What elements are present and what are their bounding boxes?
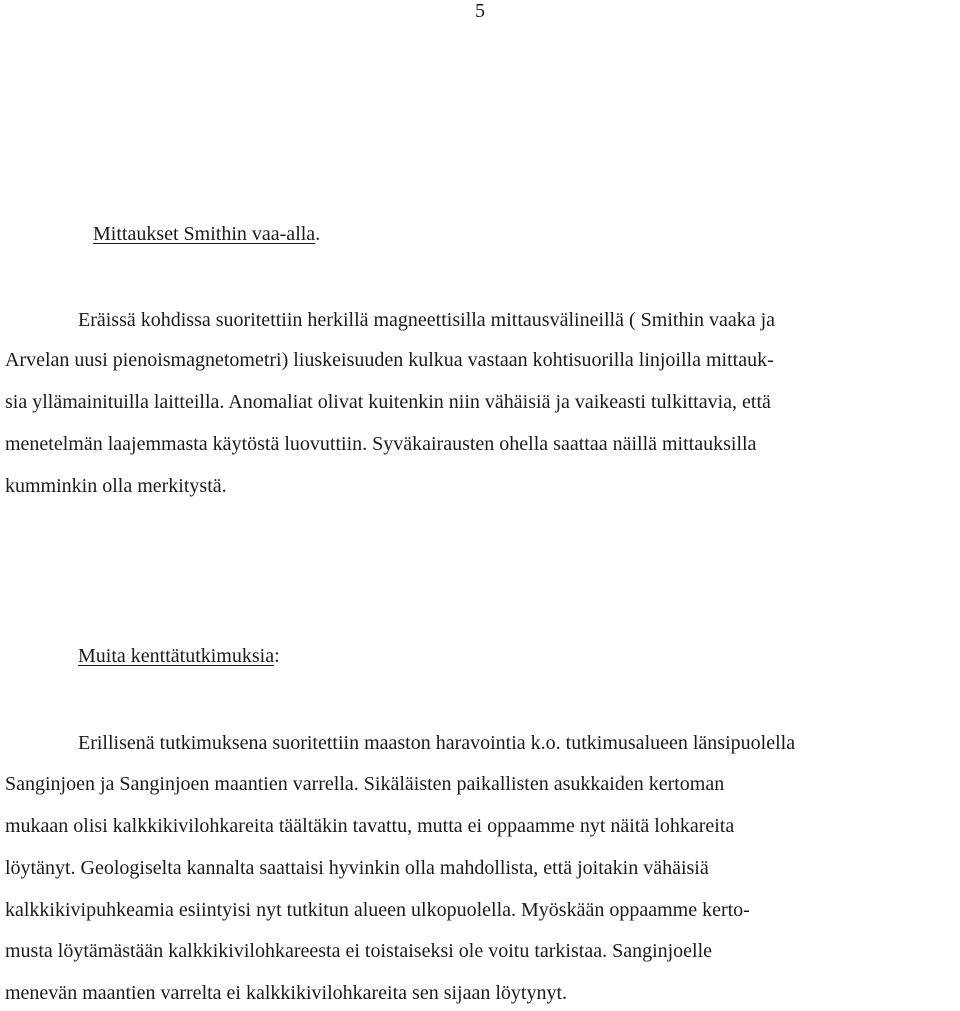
paragraph-line: kalkkikivipuhkeamia esiintyisi nyt tutkitun alueen ulkopuolella. Myöskään oppaamme kerto- [5,899,750,921]
section-heading-smithin-vaa-alla [93,221,320,247]
paragraph-line: sia yllämainituilla laitteilla. Anomaliat olivat kuitenkin niin vähäisiä ja vaikeasti tulkittavia, että [5,391,771,413]
paragraph-line: Eräissä kohdissa suoritettiin herkillä magneettisilla mittausvälineillä ( Smithin vaaka ja [78,309,776,331]
paragraph-line: Sanginjoen ja Sanginjoen maantien varrella. Sikäläisten paikallisten asukkaiden kertoman [5,773,725,795]
paragraph-line: Arvelan uusi pienoismagnetometri) liuskeisuuden kulkua vastaan kohtisuorilla linjoilla mittauk- [5,349,774,371]
paragraph-line: menevän maantien varrelta ei kalkkikivilohkareita sen sijaan löytynyt. [5,982,568,1004]
paragraph-line: musta löytämästään kalkkikivilohkareesta ei toistaiseksi ole voitu tarkistaa. Sanginjoelle [5,940,713,962]
paragraph-line: kumminkin olla merkitystä. [5,475,227,497]
page-number: 5 [475,0,485,22]
section-heading-muita-kenttatutkimuksia [78,643,280,669]
section-heading-punctuation: . [315,223,321,245]
paragraph-line: löytänyt. Geologiselta kannalta saattaisi hyvinkin olla mahdollista, että joitakin vähäisiä [5,857,709,879]
section-heading-text: Muita kenttätutkimuksia [78,645,275,667]
section-heading-text: Mittaukset Smithin vaa-alla [93,223,316,245]
paragraph-line: Erillisenä tutkimuksena suoritettiin maaston haravointia k.o. tutkimusalueen länsipuolella [78,732,796,754]
section-heading-punctuation: : [274,645,280,667]
paragraph-line: mukaan olisi kalkkikivilohkareita täältäkin tavattu, mutta ei oppaamme nyt näitä lohkareita [5,815,735,837]
paragraph-line: menetelmän laajemmasta käytöstä luovuttiin. Syväkairausten ohella saattaa näillä mittauksilla [5,433,757,455]
